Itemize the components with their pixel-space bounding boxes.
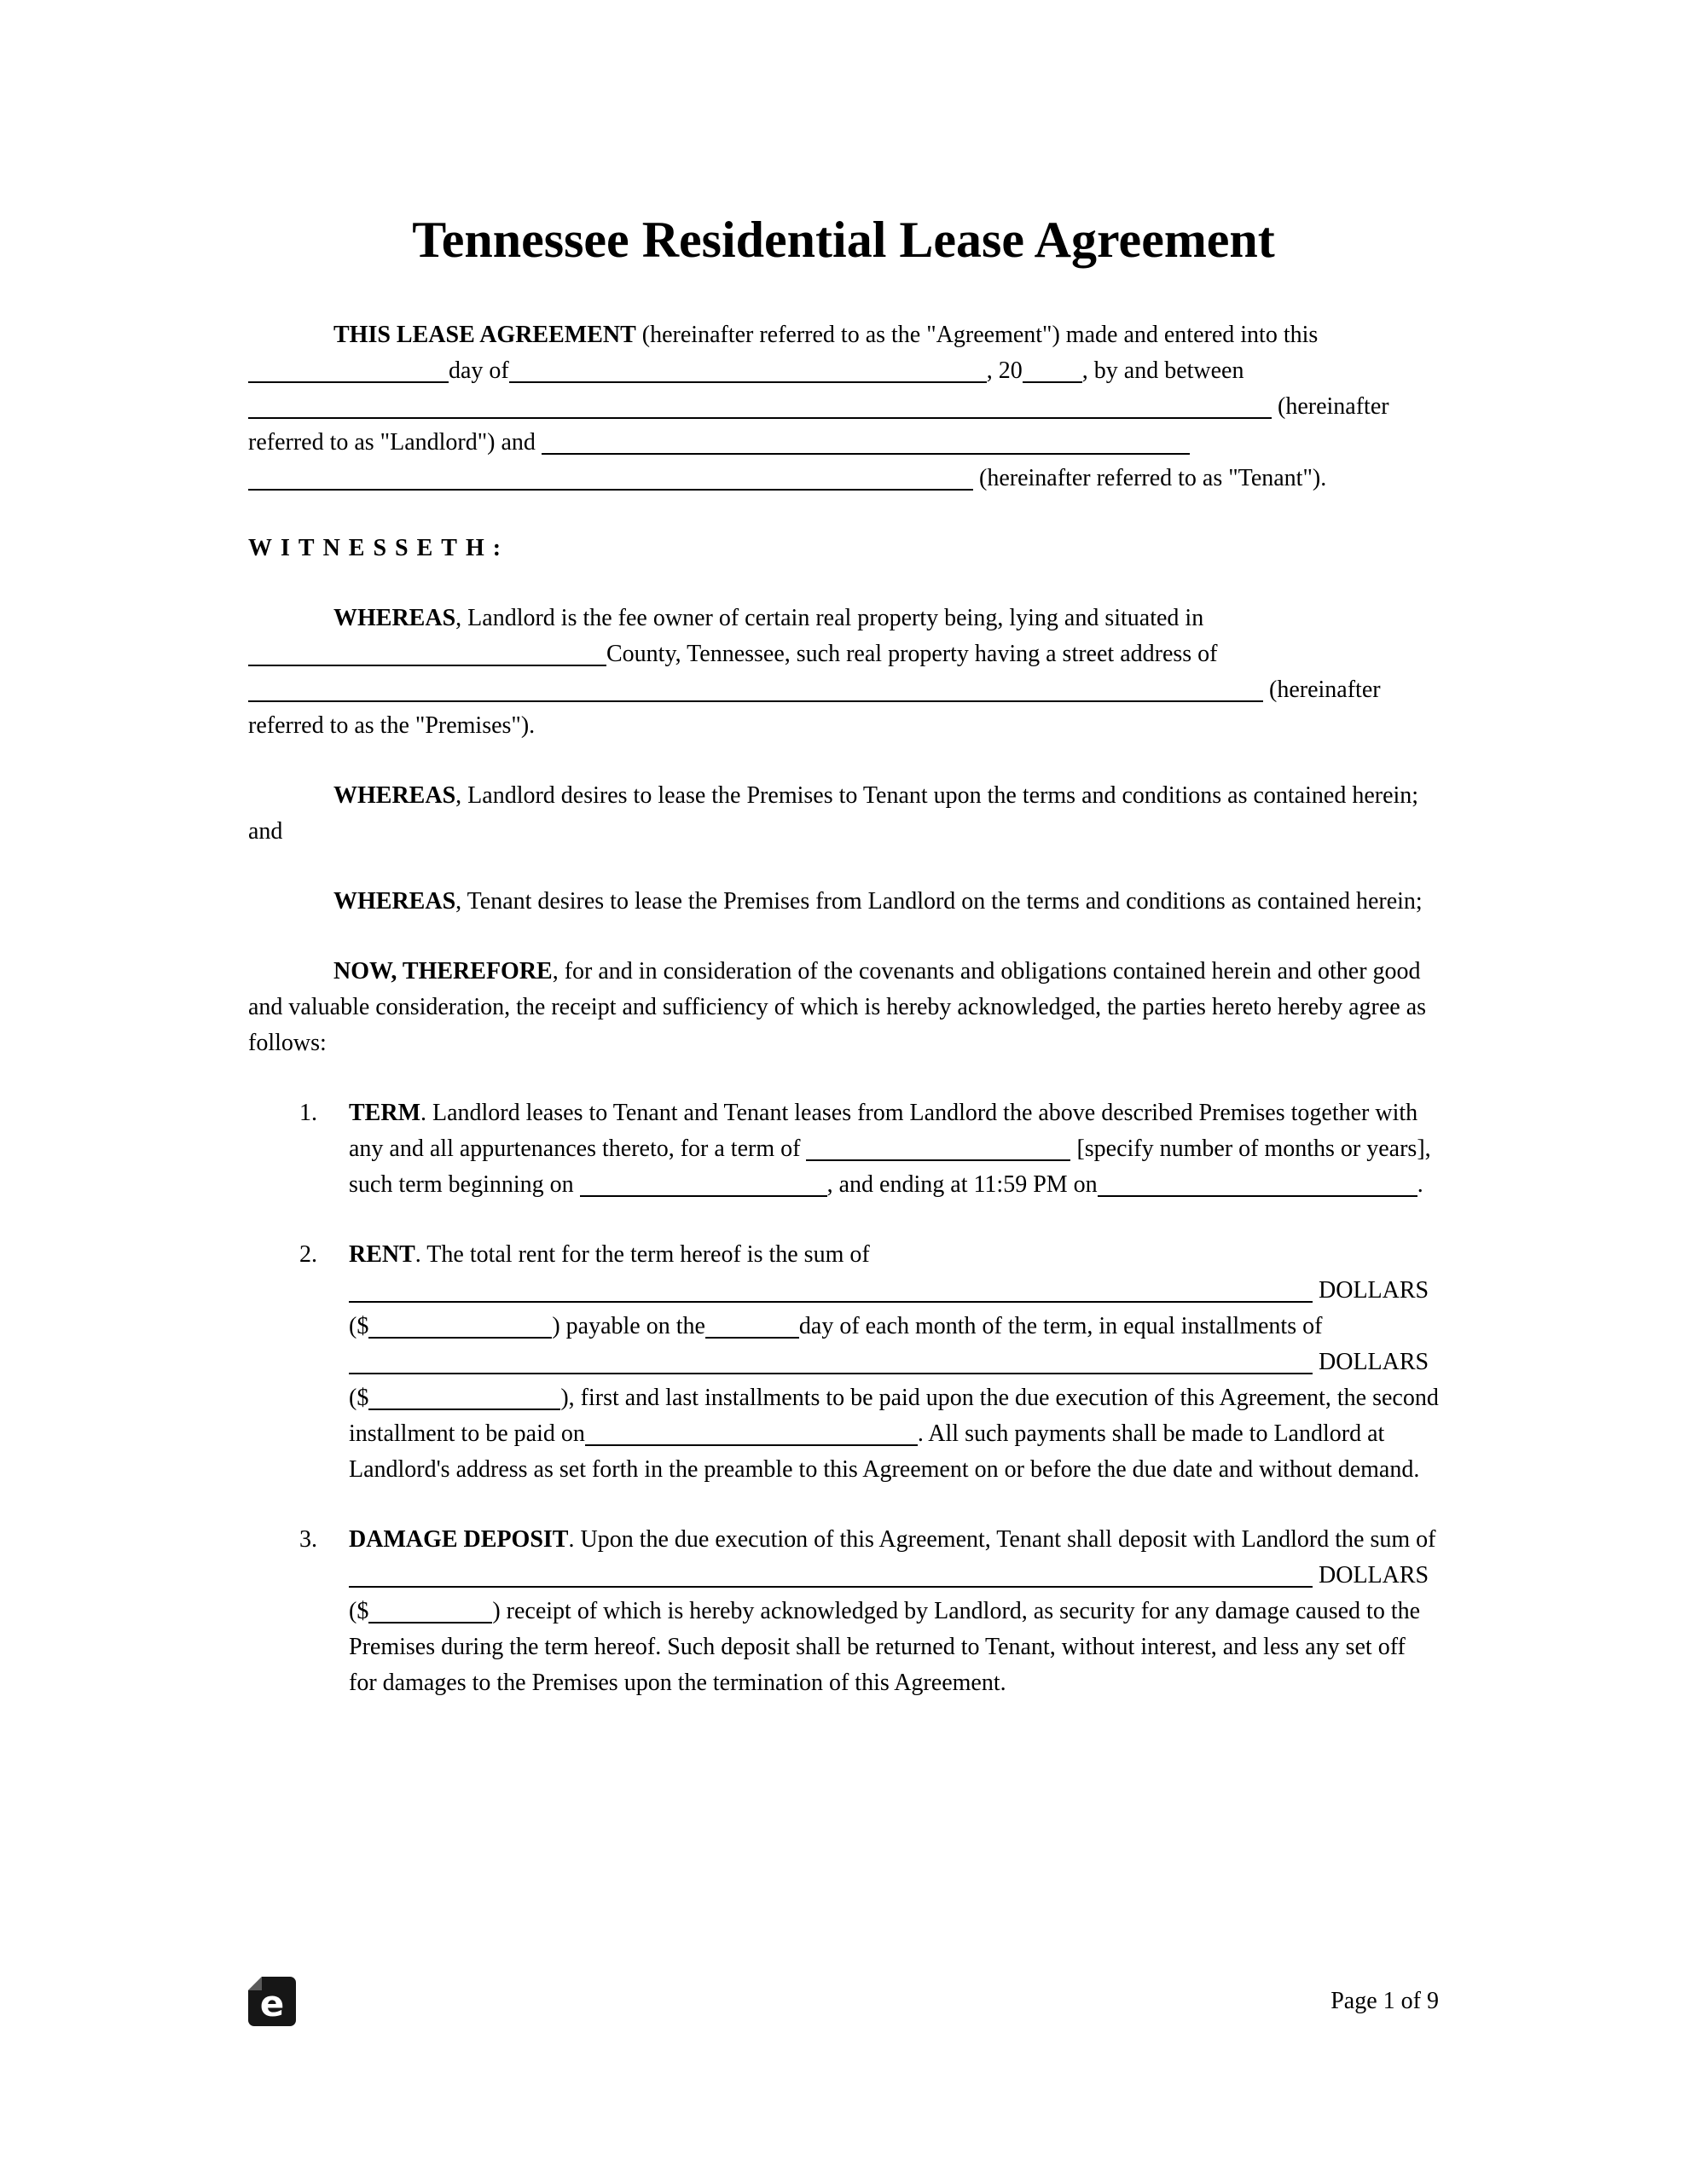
text-run: , for and in consideration of the covenants and obligations contained herein and other good and valuable consideration, the receipt and sufficiency of which is hereby acknowledged, the parties hereto hereby agree as follows:: [248, 958, 1427, 1056]
text-run: . All such payments shall be made to Landlord at Landlord's address as set forth in the preamble to this Agreement on or before the due date and without demand.: [349, 1420, 1420, 1483]
bold-text-run: NOW, THEREFORE: [333, 958, 553, 985]
eforms-logo-icon: [248, 1977, 296, 2026]
term-end-date-blank: [1098, 1171, 1417, 1197]
installment-amount-words-blank: [349, 1349, 1313, 1374]
text-run: (hereinafter referred to as the "Agreement") made and entered into this: [635, 322, 1319, 348]
text-run: County, Tennessee, such real property having a street address of: [606, 641, 1218, 667]
text-run: DOLLARS ($: [349, 1277, 1429, 1339]
term-length-blank: [806, 1136, 1070, 1161]
whereas-owner-paragraph: [248, 601, 1439, 744]
text-run: . Upon the due execution of this Agreement, Tenant shall deposit with Landlord the sum of: [568, 1526, 1436, 1553]
text-run: , 20: [986, 357, 1023, 384]
page-footer: [248, 1977, 1439, 2026]
agreement-day-blank: [248, 357, 449, 383]
text-run: [specify number of months or years], such term beginning on: [349, 1136, 1431, 1198]
text-run: , and ending at 11:59 PM on: [826, 1171, 1098, 1198]
section-rent-body: [349, 1237, 1439, 1488]
section-number: 1.: [299, 1100, 317, 1126]
text-run: day of: [449, 357, 509, 384]
section-damage-deposit-body: [349, 1522, 1439, 1701]
section-number: 3.: [299, 1526, 317, 1553]
rent-amount-numeric-blank: [368, 1313, 552, 1339]
preamble-paragraph: [248, 317, 1439, 497]
text-run: ) receipt of which is hereby acknowledged by Landlord, as security for any damage caused to the Premises during the term hereof. Such deposit shall be returned to Tenant, without interest, and less any set off for damages to the Premises upon the termination of this Agreement.: [349, 1598, 1421, 1696]
street-address-blank: [248, 677, 1263, 702]
bold-text-run: TERM: [349, 1100, 420, 1126]
bold-text-run: DAMAGE DEPOSIT: [349, 1526, 569, 1553]
page-number: Page 1 of 9: [1330, 1988, 1439, 2014]
tenant-name-blank-continued: [248, 465, 973, 491]
bold-text-run: WHEREAS: [333, 605, 456, 631]
now-therefore-paragraph: [248, 954, 1439, 1061]
installment-amount-numeric-blank: [368, 1385, 560, 1410]
eforms-logo-letter: e: [259, 1983, 285, 2024]
landlord-name-blank: [248, 393, 1272, 419]
agreement-year-blank: [1023, 357, 1082, 383]
bold-text-run: RENT: [349, 1241, 415, 1268]
text-run: DOLLARS ($: [349, 1562, 1429, 1624]
term-start-date-blank: [580, 1171, 827, 1197]
text-run: , Landlord is the fee owner of certain real property being, lying and situated in: [455, 605, 1204, 631]
section-damage-deposit: [299, 1522, 1439, 1701]
bold-text-run: WHEREAS: [333, 888, 456, 915]
section-rent: [299, 1237, 1439, 1488]
document-title: Tennessee Residential Lease Agreement: [412, 212, 1275, 268]
deposit-amount-numeric-blank: [368, 1598, 492, 1623]
text-run: , Landlord desires to lease the Premises to Tenant upon the terms and conditions as contained herein; and: [248, 782, 1419, 845]
rent-due-day-blank: [705, 1313, 799, 1339]
section-term: [299, 1095, 1439, 1203]
whereas-tenant-paragraph: [248, 884, 1439, 920]
rent-amount-words-blank: [349, 1277, 1313, 1303]
agreement-month-blank: [509, 357, 987, 383]
witnesseth-heading: WITNESSETH:: [248, 535, 510, 561]
text-run: . The total rent for the term hereof is the sum of: [415, 1241, 870, 1268]
text-run: , Tenant desires to lease the Premises from Landlord on the terms and conditions as contained herein;: [455, 888, 1423, 915]
text-run: ) payable on the: [552, 1313, 705, 1339]
text-run: (hereinafter referred to as "Tenant").: [973, 465, 1327, 491]
deposit-amount-words-blank: [349, 1562, 1313, 1588]
text-run: day of each month of the term, in equal installments of: [798, 1313, 1323, 1339]
text-run: ), first and last installments to be paid upon the due execution of this Agreement, the second installment to be paid on: [349, 1385, 1439, 1447]
section-term-body: [349, 1095, 1439, 1203]
section-number: 2.: [299, 1241, 317, 1268]
text-run: DOLLARS ($: [349, 1349, 1429, 1411]
second-installment-date-blank: [585, 1420, 918, 1446]
whereas-landlord-paragraph: [248, 778, 1439, 850]
text-run: .: [1417, 1171, 1423, 1198]
logo-folded-corner-icon: [248, 1977, 262, 1990]
text-run: , by and between: [1081, 357, 1244, 384]
county-blank: [248, 641, 606, 666]
bold-text-run: WHEREAS: [333, 782, 456, 809]
text-run: (hereinafter referred to as the "Premises").: [248, 677, 1381, 739]
text-run: (hereinafter referred to as "Landlord") and: [248, 393, 1389, 456]
text-run: . Landlord leases to Tenant and Tenant leases from Landlord the above described Premises together with any and all appurtenances thereto, for a term of: [349, 1100, 1418, 1162]
bold-text-run: THIS LEASE AGREEMENT: [333, 322, 636, 348]
tenant-name-blank: [542, 429, 1190, 455]
